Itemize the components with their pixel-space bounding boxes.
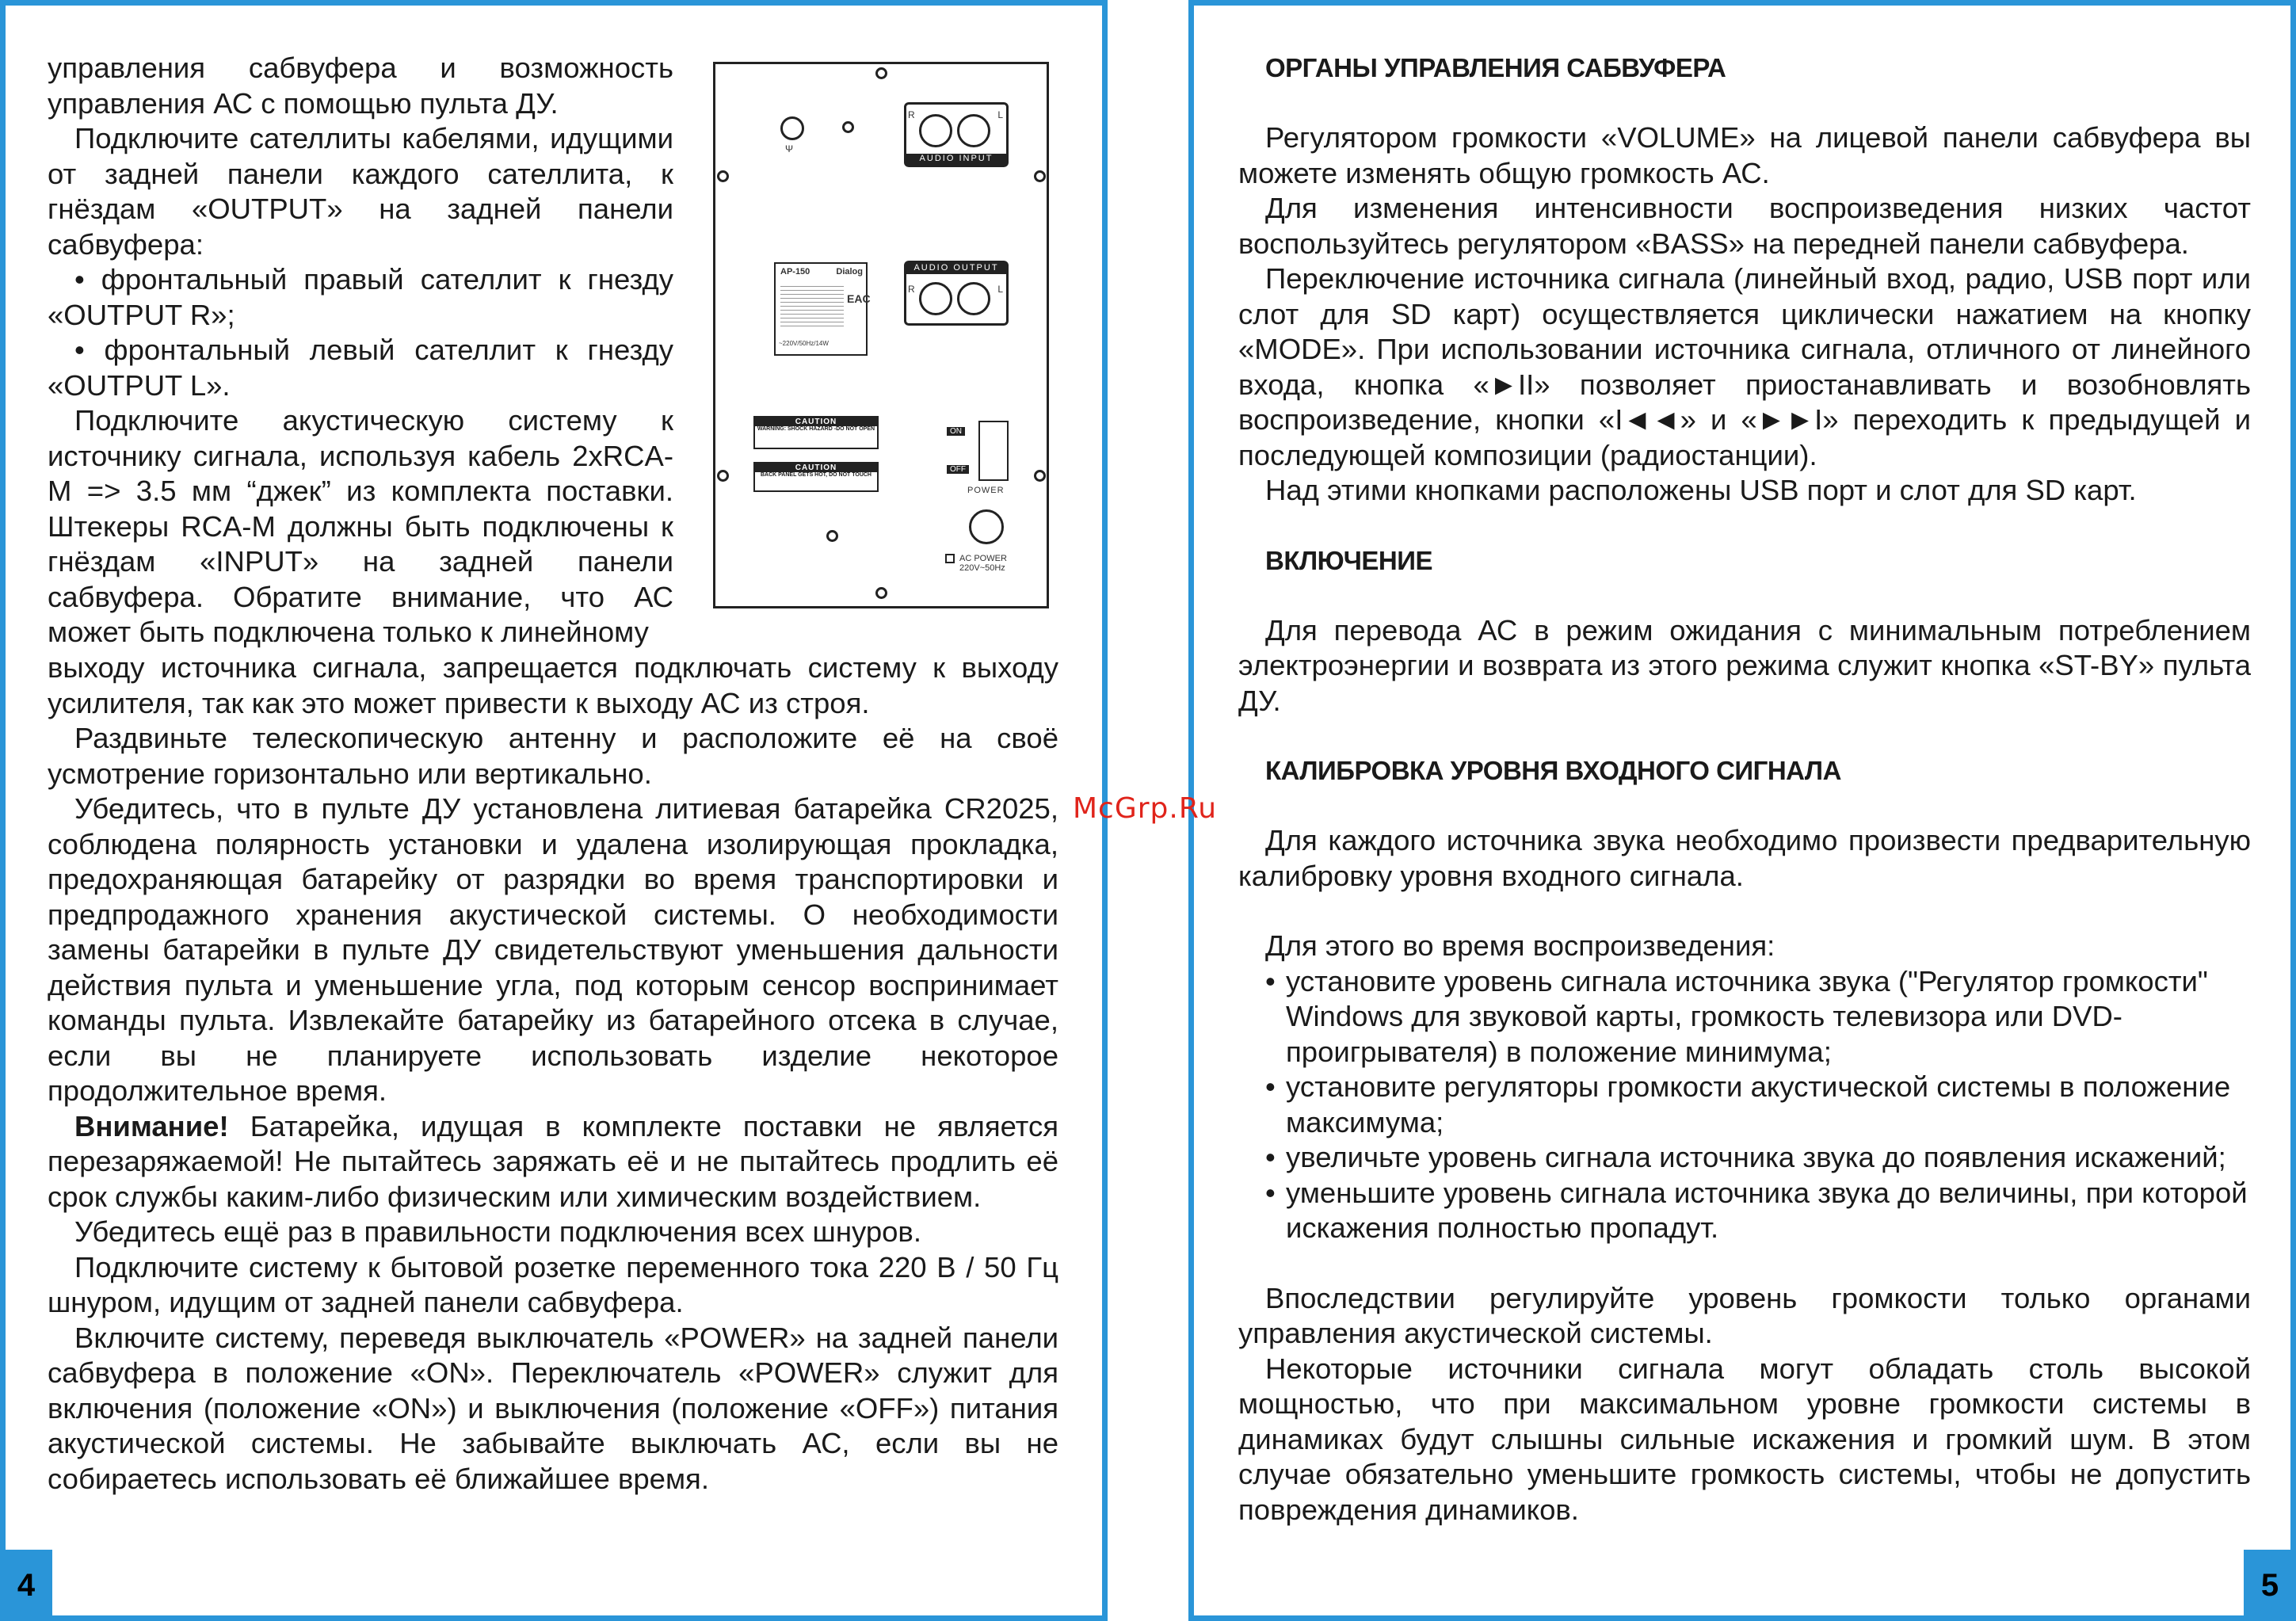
section-title: ВКЛЮЧЕНИЕ: [1265, 545, 1432, 575]
eac-mark-icon: EAC: [847, 292, 871, 305]
paragraph: Включите систему, переведя выключатель «POWER» на задней панели сабвуфера в положение «ON». Переключатель «POWER» служит для включения (положение «ON») и выключения (положение «OFF») питания акустической системы. Не забывайте выключать АС, если вы не собираетесь использовать её ближайшее время.: [48, 1321, 1058, 1495]
caution-title: CAUTION: [755, 418, 877, 426]
watermark: McGrp.Ru: [1073, 792, 1218, 825]
antenna-icon: Ψ: [785, 143, 794, 154]
caution-title: CAUTION: [755, 463, 877, 472]
list-item: • увеличьте уровень сигнала источника звука до появления искажений;: [1265, 1140, 2251, 1176]
rca-jack-icon: [957, 114, 990, 147]
paragraph: Для каждого источника звука необходимо произвести предварительную калибровку уровня входного сигнала.: [1238, 824, 2251, 892]
channel-label-l: L: [997, 109, 1003, 120]
paragraph: Переключение источника сигнала (линейный вход, радио, USB порт или слот для SD карт) осуществляется циклически нажатием на кнопку «MODE». При использовании источника сигнала, отличного от линейного входа, кнопка «►II» позволяет приостанавливать и возобновлять воспроизведение, кнопки «I◄◄» и «►►I» переходить к предыдущей и последующей композиции (радиостанции).: [1238, 262, 2251, 471]
ac-socket-icon: [969, 509, 1004, 544]
left-top-text: [48, 51, 673, 650]
screw-icon: [1034, 170, 1046, 182]
warning-label: Внимание!: [74, 1109, 229, 1142]
rca-jack-icon: [957, 282, 990, 315]
caution-label-1: [753, 416, 879, 449]
screw-icon: [717, 170, 729, 182]
screw-icon: [875, 587, 887, 599]
rating-text: ~220V/50Hz/14W: [779, 340, 829, 347]
channel-label-r: R: [908, 284, 915, 295]
antenna-jack-icon: [780, 116, 804, 140]
section-title: ОРГАНЫ УПРАВЛЕНИЯ САБВУФЕРА: [1265, 53, 1726, 82]
caution-subtext: WARNING: SHOCK HAZARD -DO NOT OPEN: [757, 426, 875, 432]
paragraph: Некоторые источники сигнала могут обладать столь высокой мощностью, что при максимальном уровне громкости системы в динамиках будут слышны сильные искажения и громкий шум. В этом случае обязательно уменьшите громкость системы, чтобы не допустить повреждения динамиков.: [1238, 1352, 2251, 1526]
screw-icon: [1034, 470, 1046, 482]
paragraph: Убедитесь, что в пульте ДУ установлена литиевая батарейка CR2025, соблюдена полярность установки и удалена изолирующая прокладка, предохраняющая батарейку от разрядки во время транспортировки и предпродажного хранения акустической системы. О необходимости замены батарейки в пульте ДУ свидетельствуют уменьшения дальности действия пульта и уменьшение угла, под которым сенсор воспринимает команды пульта. Извлекайте батарейку из батарейного отсека в случае, если вы не планируете использовать изделие некоторое продолжительное время.: [48, 792, 1058, 1107]
paragraph: Для перевода АС в режим ожидания с минимальным потреблением электроэнергии и возврата из этого режима служит кнопка «ST-BY» пульта ДУ.: [1238, 613, 2251, 717]
paragraph: • фронтальный правый сателлит к гнезду «OUTPUT R»;: [48, 263, 673, 331]
left-main-text: [48, 650, 1058, 1497]
model-text: AP-150: [780, 267, 810, 277]
caution-label-2: [753, 462, 879, 492]
switch-on-label: ON: [947, 427, 965, 436]
spec-lines: [780, 283, 844, 329]
screw-icon: [875, 67, 887, 79]
screw-icon: [826, 530, 838, 542]
caution-subtext: BACK PANEL GETS HOT, DO NOT TOUCH: [760, 472, 871, 478]
audio-input-block: [904, 102, 1009, 167]
warning-text: Батарейка, идущая в комплекте поставки не является перезаряжаемой! Не пытайтесь заряжать её и не пытайтесь продлить её срок службы каким-либо физическим или химическим воздействием.: [48, 1109, 1058, 1213]
audio-output-block: [904, 261, 1009, 326]
screw-icon: [717, 470, 729, 482]
channel-label-l: L: [997, 284, 1003, 295]
paragraph: Для изменения интенсивности воспроизведения низких частот воспользуйтесь регулятором «BASS» на передней панели сабвуфера.: [1238, 192, 2251, 260]
subwoofer-rear-panel-drawing: [713, 62, 1049, 608]
rating-label: [774, 262, 871, 356]
warning-paragraph: [48, 1109, 1058, 1215]
paragraph: выходу источника сигнала, запрещается подключать систему к выходу усилителя, так как это может привести к выходу АС из строя.: [48, 651, 1058, 719]
paragraph: Подключите сателлиты кабелями, идущими от задней панели каждого сателлита, к гнёздам «OUTPUT» на задней панели сабвуфера:: [48, 122, 673, 261]
list-item: • установите регуляторы громкости акустической системы в положение максимума;: [1265, 1070, 2251, 1140]
power-switch-icon: [978, 421, 1009, 481]
class2-icon: [945, 554, 955, 563]
paragraph: Раздвиньте телескопическую антенну и расположите её на своё усмотрение горизонтально или вертикально.: [48, 722, 1058, 790]
calibration-steps-list: [1265, 964, 2251, 1246]
switch-off-label: OFF: [947, 465, 969, 474]
paragraph: Регулятором громкости «VOLUME» на лицевой панели сабвуфера вы можете изменять общую громкость АС.: [1238, 121, 2251, 189]
page-number-left: 4: [0, 1550, 52, 1621]
paragraph: Убедитесь ещё раз в правильности подключения всех шнуров.: [74, 1215, 921, 1248]
list-item: • уменьшите уровень сигнала источника звука до величины, при которой искажения полностью пропадут.: [1265, 1176, 2251, 1246]
ac-rating-label: 220V~50Hz: [959, 563, 1005, 573]
list-item: • установите уровень сигнала источника звука ("Регулятор громкости" Windows для звуковой карты, громкость телевизора или DVD-проигрывателя) в положение минимума;: [1265, 964, 2251, 1070]
channel-label-r: R: [908, 109, 915, 120]
brand-text: Dialog: [836, 267, 863, 277]
paragraph: • фронтальный левый сателлит к гнезду «OUTPUT L».: [48, 334, 673, 402]
power-label: POWER: [967, 486, 1005, 495]
paragraph: управления сабвуфера и возможность управления АС с помощью пульта ДУ.: [48, 51, 673, 120]
rca-jack-icon: [919, 114, 952, 147]
page-number-right: 5: [2244, 1550, 2296, 1621]
audio-input-label: AUDIO INPUT: [906, 154, 1006, 165]
paragraph: Подключите акустическую систему к источнику сигнала, используя кабель 2xRCA-M => 3.5 мм “джек” из комплекта поставки. Штекеры RCA-M должны быть подключены к гнёздам «INPUT» на задней панели сабвуфера. Обратите внимание, что АС может быть подключена только к линейному: [48, 404, 673, 648]
ac-power-label: AC POWER: [959, 554, 1007, 563]
right-main-text: [1238, 51, 2251, 1528]
rca-jack-icon: [919, 282, 952, 315]
screw-icon: [842, 121, 854, 133]
paragraph: Подключите систему к бытовой розетке переменного тока 220 В / 50 Гц шнуром, идущим от задней панели сабвуфера.: [48, 1250, 1058, 1318]
paragraph: Для этого во время воспроизведения:: [1265, 929, 1775, 962]
paragraph: Над этими кнопками расположены USB порт и слот для SD карт.: [1265, 474, 2137, 506]
audio-output-label: AUDIO OUTPUT: [906, 263, 1006, 274]
section-title: КАЛИБРОВКА УРОВНЯ ВХОДНОГО СИГНАЛА: [1265, 756, 1841, 785]
paragraph: Впоследствии регулируйте уровень громкости только органами управления акустической системы.: [1238, 1281, 2251, 1349]
